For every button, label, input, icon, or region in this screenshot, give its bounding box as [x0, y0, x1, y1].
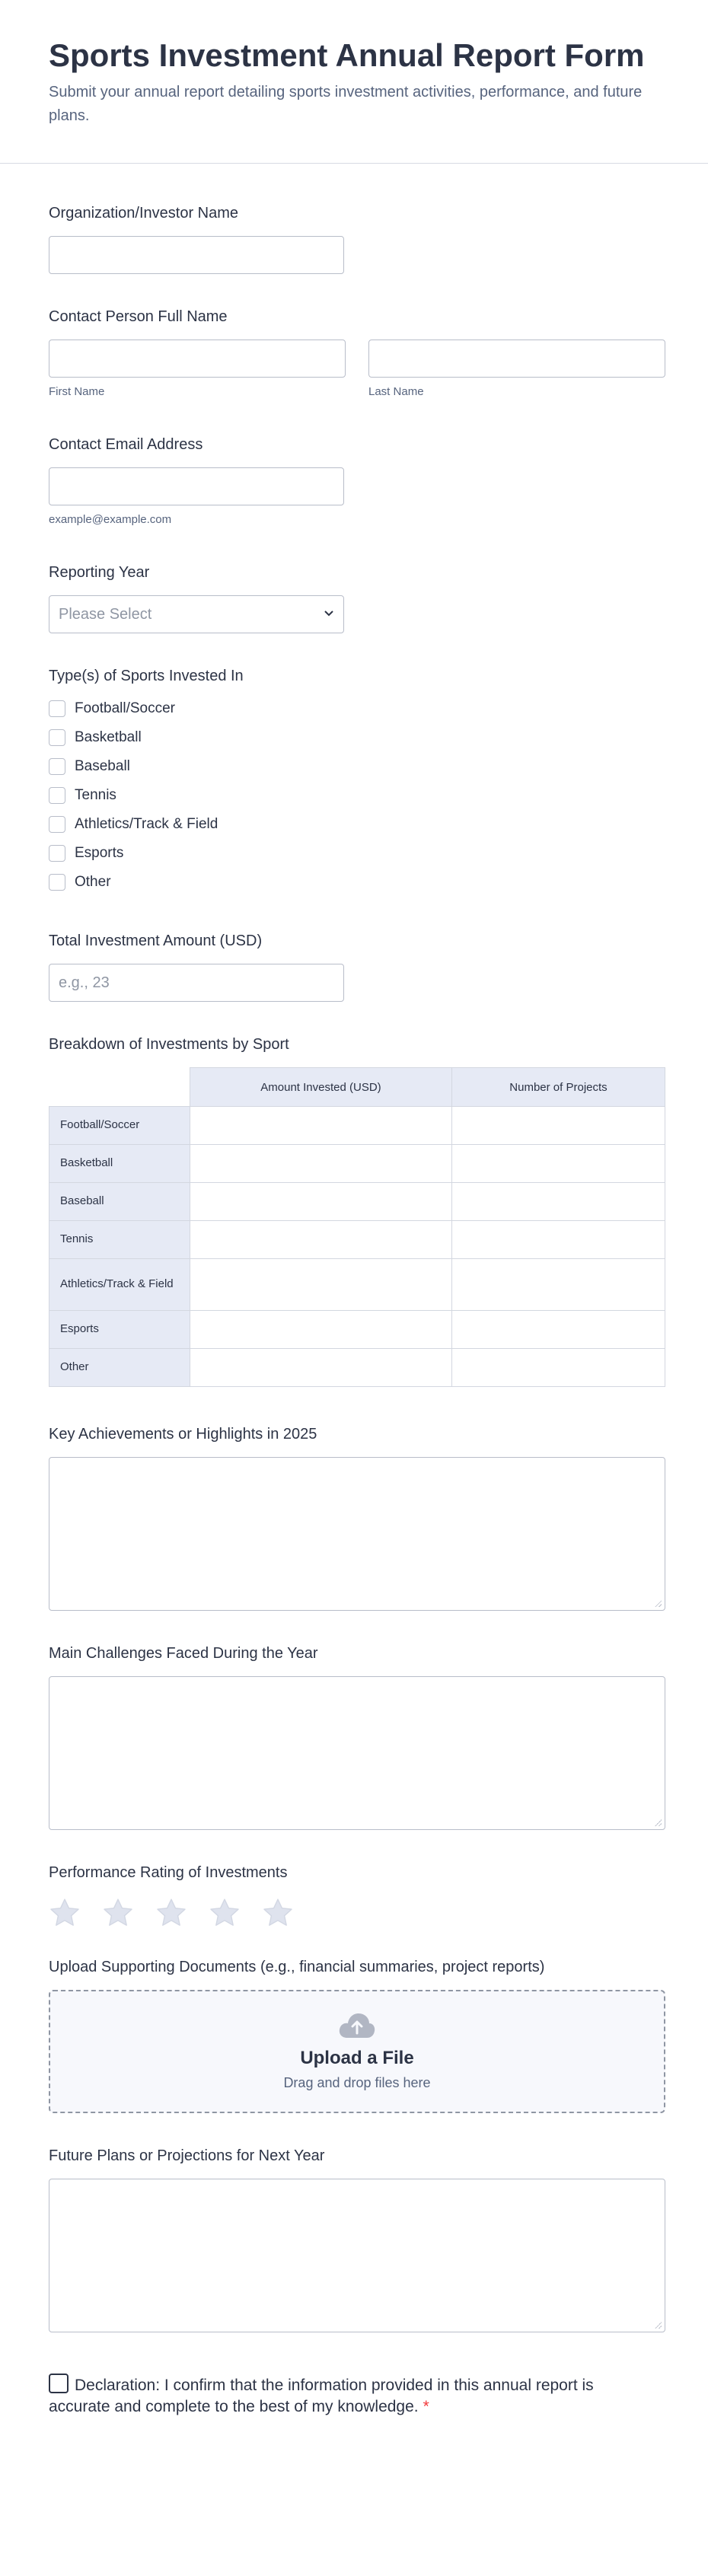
matrix-row	[49, 1259, 665, 1311]
star-rating	[49, 1897, 294, 1929]
matrix-col-projects: Number of Projects	[451, 1068, 665, 1107]
star-icon[interactable]	[155, 1897, 187, 1929]
form-header	[0, 0, 708, 164]
matrix-row	[49, 1221, 665, 1259]
matrix-cell-projects[interactable]	[451, 1145, 665, 1183]
cloud-upload-icon	[338, 2012, 376, 2043]
sport-option-label: Baseball	[75, 758, 130, 774]
matrix-cell-projects[interactable]	[451, 1183, 665, 1221]
achievements-field	[49, 1425, 665, 1611]
upload-title: Upload a File	[300, 2048, 414, 2068]
sports-field	[49, 667, 244, 897]
declaration-field	[49, 2374, 627, 2418]
year-label: Reporting Year	[49, 564, 150, 581]
matrix-row-label: Esports	[49, 1311, 190, 1349]
matrix-cell-projects[interactable]	[451, 1107, 665, 1145]
sport-option[interactable]	[49, 723, 244, 752]
year-field	[49, 563, 344, 633]
org-field	[49, 204, 344, 274]
future-label: Future Plans or Projections for Next Year	[49, 2147, 325, 2164]
star-icon[interactable]	[102, 1897, 134, 1929]
breakdown-label: Breakdown of Investments by Sport	[49, 1036, 289, 1053]
sport-option-label: Other	[75, 874, 111, 890]
contact-field	[49, 308, 665, 398]
sport-option[interactable]	[49, 781, 244, 810]
sport-option-label: Tennis	[75, 787, 116, 803]
sports-options	[49, 694, 244, 897]
sport-option-label: Athletics/Track & Field	[75, 816, 218, 832]
org-label: Organization/Investor Name	[49, 205, 239, 222]
first-name-sublabel: First Name	[49, 385, 105, 398]
sport-checkbox[interactable]	[49, 758, 65, 775]
matrix-cell-amount[interactable]	[190, 1145, 452, 1183]
resize-grip-icon[interactable]	[654, 1819, 662, 1826]
resize-grip-icon[interactable]	[654, 2321, 662, 2329]
year-select-placeholder: Please Select	[59, 605, 152, 623]
contact-label: Contact Person Full Name	[49, 308, 228, 325]
matrix-row	[49, 1145, 665, 1183]
star-icon[interactable]	[49, 1897, 81, 1929]
achievements-label: Key Achievements or Highlights in 2025	[49, 1426, 317, 1443]
sport-checkbox[interactable]	[49, 729, 65, 746]
matrix-corner	[49, 1068, 190, 1107]
future-textarea[interactable]	[49, 2179, 665, 2332]
challenges-label: Main Challenges Faced During the Year	[49, 1645, 318, 1662]
matrix-cell-projects[interactable]	[451, 1349, 665, 1387]
achievements-textarea[interactable]	[49, 1457, 665, 1611]
matrix-row-label: Baseball	[49, 1183, 190, 1221]
form-title: Sports Investment Annual Report Form	[49, 37, 645, 73]
sport-option[interactable]	[49, 810, 244, 839]
sport-option[interactable]	[49, 752, 244, 781]
email-field	[49, 435, 344, 526]
last-name-sublabel: Last Name	[368, 385, 424, 398]
rating-label: Performance Rating of Investments	[49, 1864, 288, 1881]
declaration-text: Declaration: I confirm that the information provided in this annual report is accurate and complete to the best of my knowledge.	[49, 2377, 594, 2416]
matrix-row-label: Other	[49, 1349, 190, 1387]
matrix-row	[49, 1107, 665, 1145]
sport-option[interactable]	[49, 839, 244, 868]
sport-option[interactable]	[49, 694, 244, 723]
sport-option-label: Esports	[75, 845, 124, 861]
matrix-cell-amount[interactable]	[190, 1221, 452, 1259]
breakdown-table	[49, 1067, 665, 1387]
year-select[interactable]	[49, 595, 344, 633]
matrix-row-label: Basketball	[49, 1145, 190, 1183]
amount-placeholder: e.g., 23	[59, 974, 110, 991]
email-label: Contact Email Address	[49, 436, 203, 453]
future-field	[49, 2147, 665, 2332]
sport-checkbox[interactable]	[49, 845, 65, 862]
matrix-row-label: Tennis	[49, 1221, 190, 1259]
sport-checkbox[interactable]	[49, 874, 65, 891]
resize-grip-icon[interactable]	[654, 1599, 662, 1607]
matrix-cell-amount[interactable]	[190, 1107, 452, 1145]
first-name-input[interactable]	[49, 340, 346, 378]
form-subtitle: Submit your annual report detailing sports investment activities, performance, and future plans.	[49, 84, 643, 125]
amount-label: Total Investment Amount (USD)	[49, 933, 263, 949]
email-input[interactable]	[49, 467, 344, 505]
upload-label: Upload Supporting Documents (e.g., financial summaries, project reports)	[49, 1959, 545, 1975]
declaration-checkbox[interactable]	[49, 2374, 69, 2393]
email-sublabel: example@example.com	[49, 513, 172, 526]
upload-dropzone[interactable]	[49, 1990, 665, 2113]
sport-checkbox[interactable]	[49, 700, 65, 717]
amount-input[interactable]	[49, 964, 344, 1002]
sport-option-label: Basketball	[75, 729, 142, 745]
sport-checkbox[interactable]	[49, 816, 65, 833]
matrix-row-label: Athletics/Track & Field	[49, 1259, 190, 1311]
sport-option-label: Football/Soccer	[75, 700, 176, 716]
matrix-cell-projects[interactable]	[451, 1311, 665, 1349]
matrix-cell-amount[interactable]	[190, 1259, 452, 1311]
last-name-input[interactable]	[368, 340, 665, 378]
amount-field	[49, 932, 344, 1002]
upload-field	[49, 1958, 665, 2113]
challenges-field	[49, 1644, 665, 1830]
upload-subtitle: Drag and drop files here	[283, 2075, 431, 2090]
matrix-row	[49, 1311, 665, 1349]
matrix-cell-amount[interactable]	[190, 1349, 452, 1387]
sports-label: Type(s) of Sports Invested In	[49, 668, 244, 684]
star-icon[interactable]	[209, 1897, 241, 1929]
rating-field	[49, 1863, 294, 1929]
breakdown-field	[49, 1035, 665, 1387]
matrix-row	[49, 1349, 665, 1387]
challenges-textarea[interactable]	[49, 1676, 665, 1830]
matrix-col-amount: Amount Invested (USD)	[190, 1068, 452, 1107]
sport-option[interactable]	[49, 868, 244, 897]
org-input[interactable]	[49, 236, 344, 274]
matrix-cell-projects[interactable]	[451, 1259, 665, 1311]
declaration-label	[49, 2374, 627, 2418]
matrix-row-label: Football/Soccer	[49, 1107, 190, 1145]
required-mark: *	[423, 2398, 429, 2416]
matrix-row	[49, 1183, 665, 1221]
star-icon[interactable]	[262, 1897, 294, 1929]
matrix-cell-amount[interactable]	[190, 1311, 452, 1349]
chevron-down-icon	[324, 607, 334, 621]
matrix-cell-amount[interactable]	[190, 1183, 452, 1221]
sport-checkbox[interactable]	[49, 787, 65, 804]
matrix-cell-projects[interactable]	[451, 1221, 665, 1259]
